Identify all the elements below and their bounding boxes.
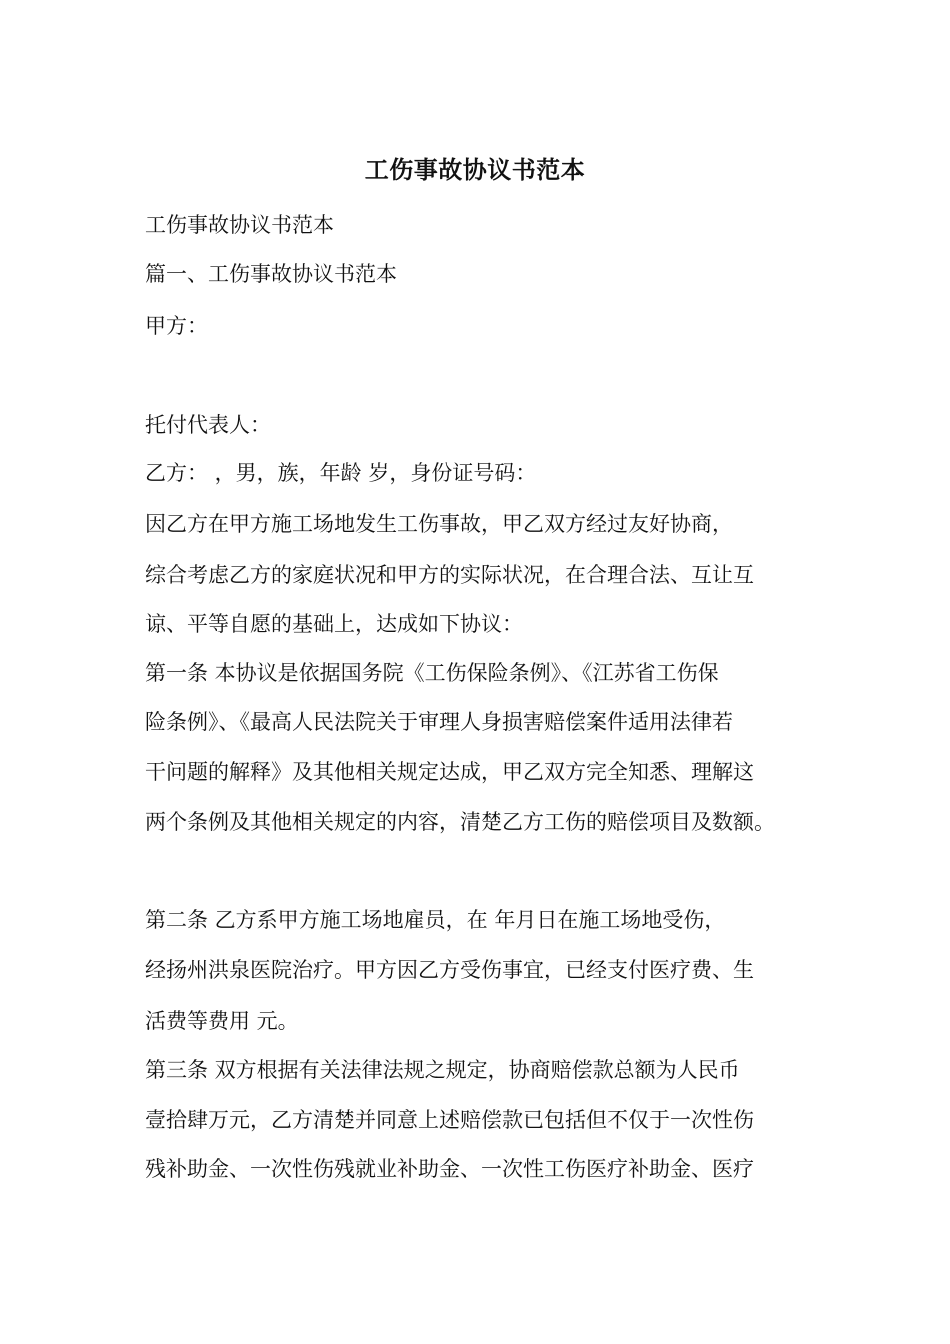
- article-3-line: 残补助金、一次性伤残就业补助金、一次性工伤医疗补助金、医疗: [145, 1157, 754, 1181]
- article-2-line: 经扬州洪泉医院治疗。甲方因乙方受伤事宜，已经支付医疗费、生: [145, 958, 754, 982]
- article-3-line: 壹拾肆万元，乙方清楚并同意上述赔偿款已包括但不仅于一次性伤: [145, 1108, 754, 1132]
- representative-line: 托付代表人：: [145, 413, 271, 437]
- paragraph-line: 谅、平等自愿的基础上，达成如下协议：: [145, 612, 523, 636]
- article-2-line: 第二条 乙方系甲方施工场地雇员，在 年月日在施工场地受伤，: [145, 908, 726, 932]
- party-b-line: 乙方： ，男，族，年龄 岁，身份证号码：: [145, 461, 537, 485]
- article-3-line: 第三条 双方根据有关法律法规之规定，协商赔偿款总额为人民币: [145, 1058, 740, 1082]
- subtitle-line: 工伤事故协议书范本: [145, 213, 334, 237]
- section-heading: 篇一、工伤事故协议书范本: [145, 262, 397, 286]
- article-1-line: 险条例》、《最高人民法院关于审理人身损害赔偿案件适用法律若: [145, 710, 733, 734]
- article-1-line: 干问题的解释》及其他相关规定达成，甲乙双方完全知悉、理解这: [145, 760, 754, 784]
- paragraph-line: 因乙方在甲方施工场地发生工伤事故，甲乙双方经过友好协商，: [145, 512, 733, 536]
- party-a-line: 甲方：: [145, 314, 208, 338]
- paragraph-line: 综合考虑乙方的家庭状况和甲方的实际状况，在合理合法、互让互: [145, 563, 754, 587]
- document-title: 工伤事故协议书范本: [364, 155, 586, 184]
- article-1-line: 两个条例及其他相关规定的内容，清楚乙方工伤的赔偿项目及数额。: [145, 810, 775, 834]
- article-1-line: 第一条 本协议是依据国务院《工伤保险条例》、《江苏省工伤保: [145, 661, 719, 685]
- article-2-line: 活费等费用 元。: [145, 1009, 299, 1033]
